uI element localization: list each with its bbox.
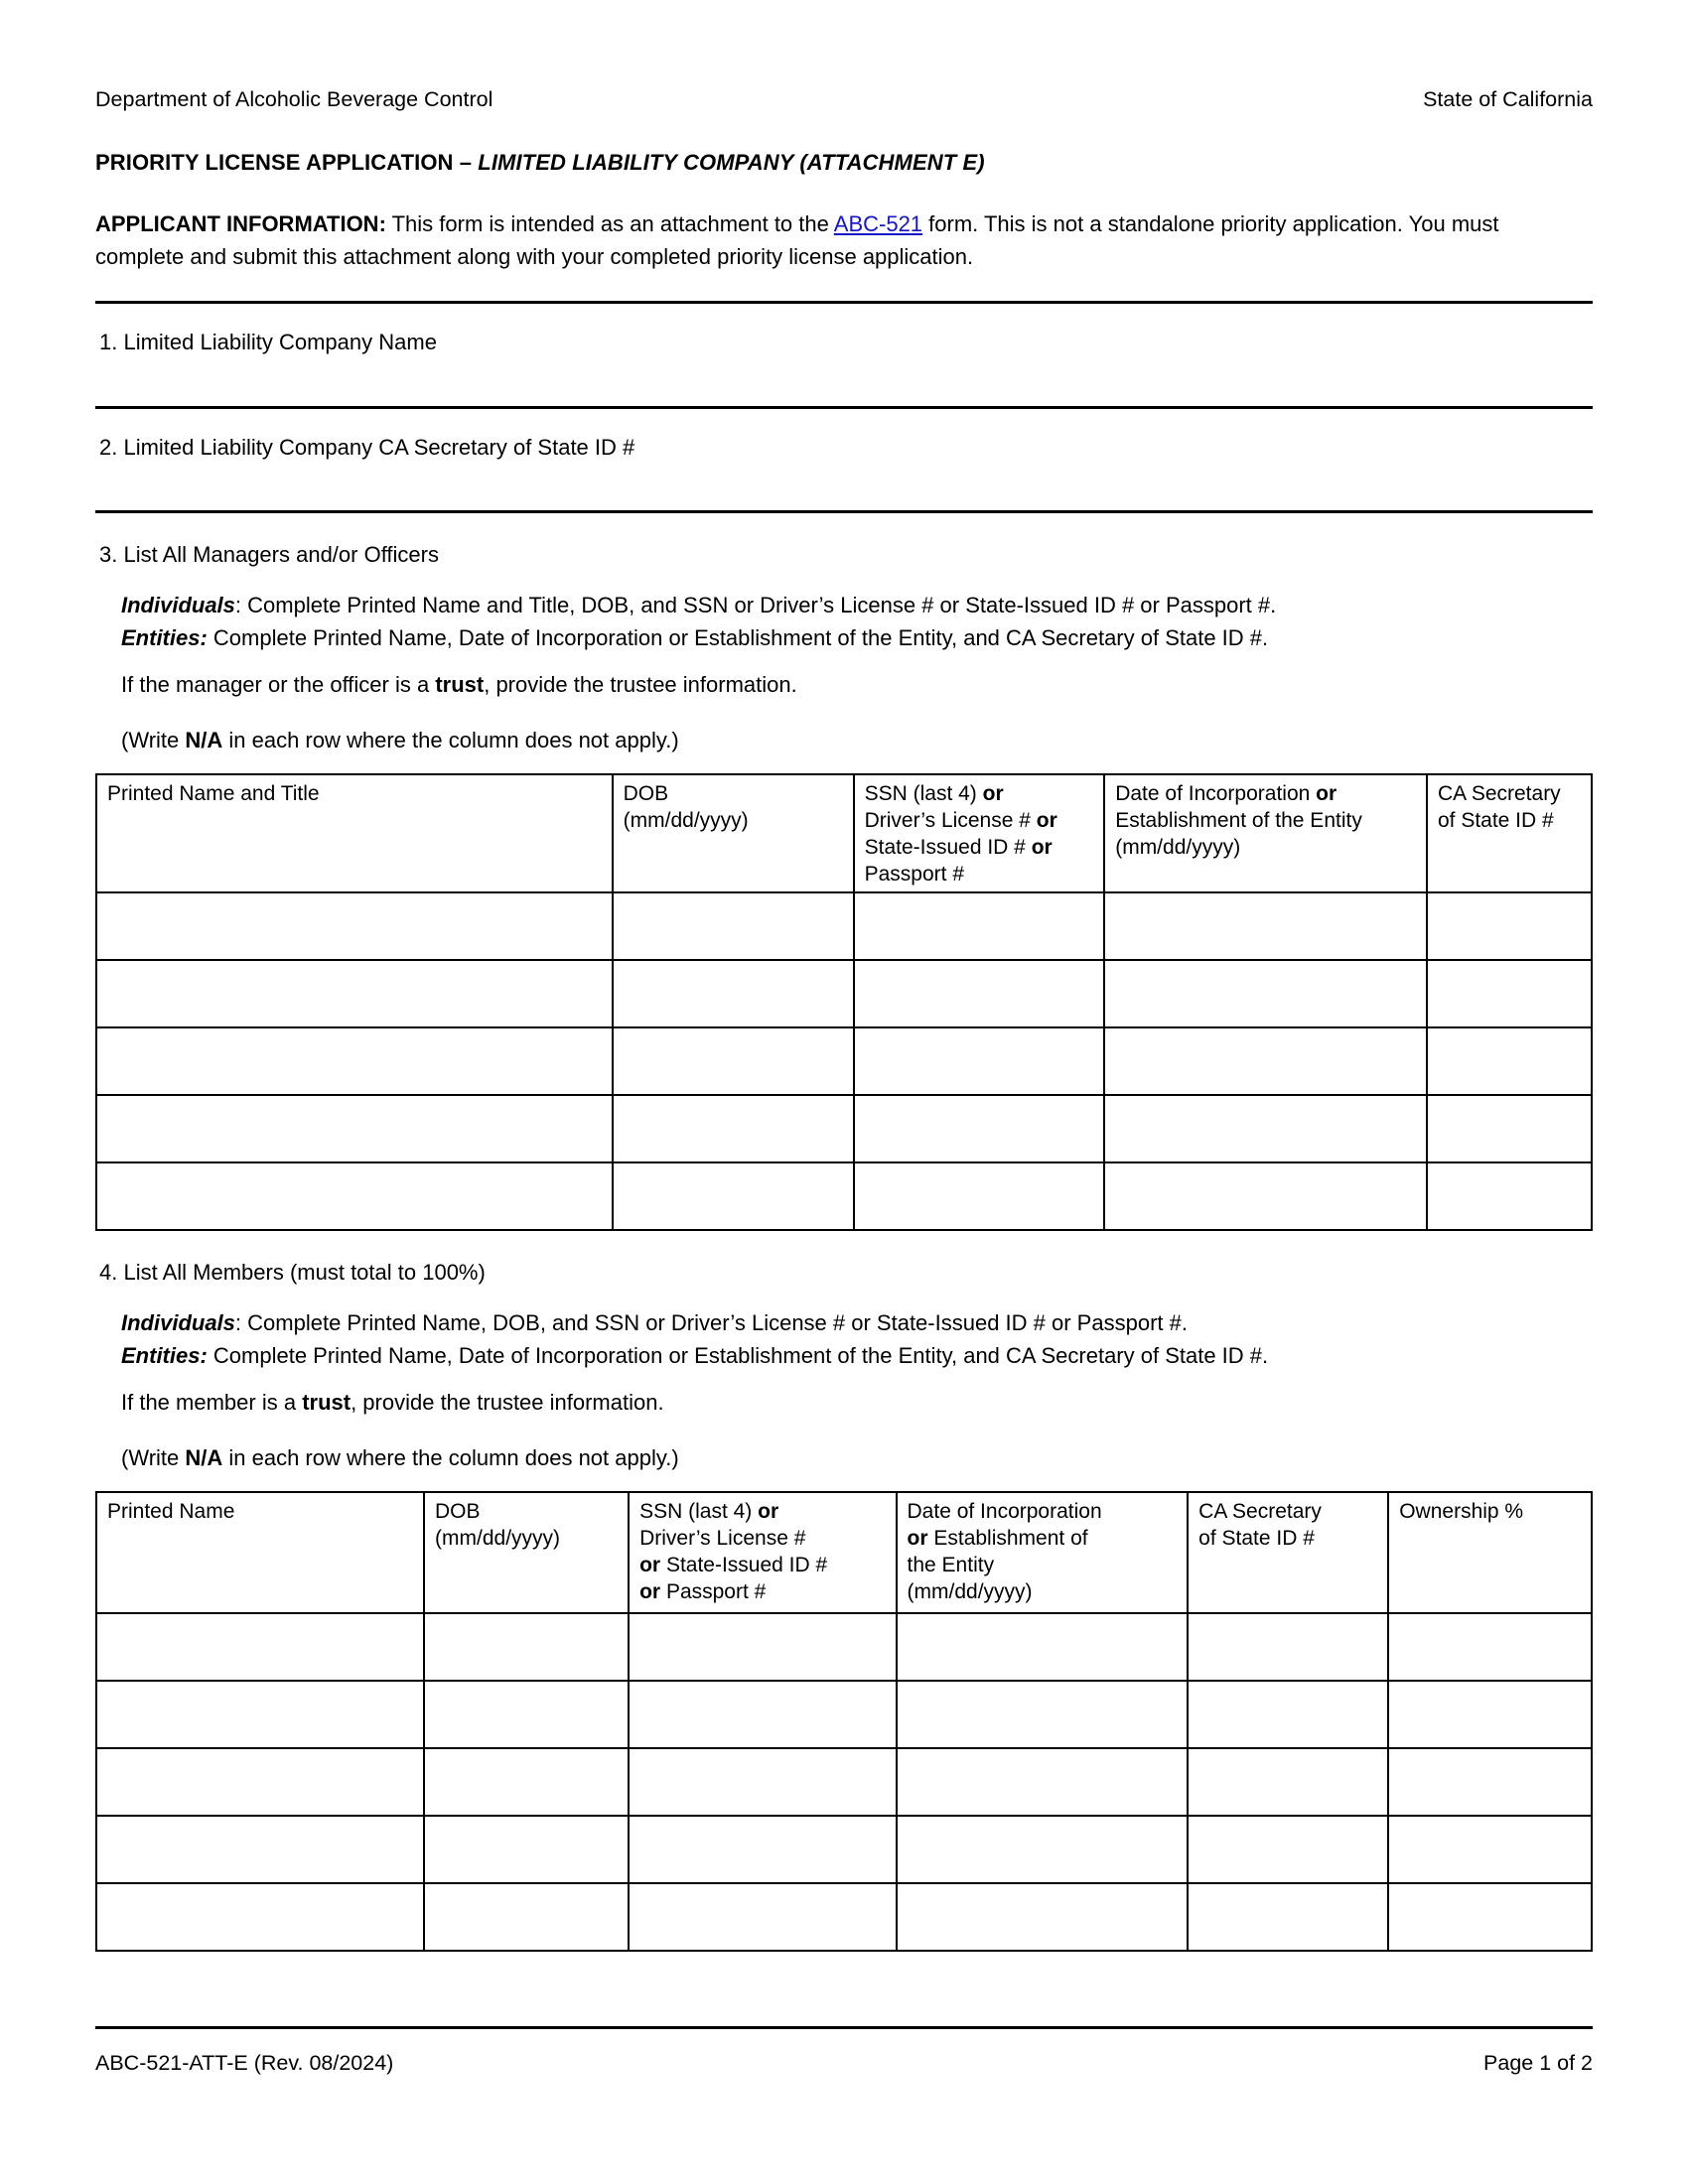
cell-dob[interactable] xyxy=(613,1027,854,1095)
cell-printed-name[interactable] xyxy=(96,1613,424,1681)
footer-page-number: Page 1 of 2 xyxy=(1483,2051,1593,2076)
cell-date-incorporation[interactable] xyxy=(1104,960,1427,1027)
section-4-individuals-line xyxy=(121,1306,1561,1339)
cell-ssn-id[interactable] xyxy=(854,1162,1105,1230)
na-keyword: N/A xyxy=(185,727,223,752)
cell-ownership-percent[interactable] xyxy=(1388,1748,1592,1816)
field-label-company-name: 1. Limited Liability Company Name xyxy=(99,330,437,355)
managers-officers-table xyxy=(95,773,1593,1232)
trust-text-before: If the member is a xyxy=(121,1389,303,1415)
cell-ownership-percent[interactable] xyxy=(1388,1816,1592,1883)
trust-keyword: trust xyxy=(435,671,485,697)
table-header-row xyxy=(96,1492,1592,1613)
column-header-ownership-percent: Ownership % xyxy=(1388,1492,1592,1613)
cell-date-incorporation[interactable] xyxy=(1104,892,1427,960)
members-table-body xyxy=(96,1613,1592,1951)
na-text-after: in each row where the column does not apply.) xyxy=(222,727,679,752)
page-title-emphasis: LIMITED LIABILITY COMPANY (ATTACHMENT E) xyxy=(478,149,985,175)
cell-dob[interactable] xyxy=(613,1162,854,1230)
column-header-dob: DOB (mm/dd/yyyy) xyxy=(424,1492,629,1613)
table-row xyxy=(96,1748,1592,1816)
cell-printed-name-title[interactable] xyxy=(96,960,613,1027)
trust-keyword: trust xyxy=(302,1389,352,1415)
field-input-sos-id[interactable] xyxy=(95,461,1593,510)
column-header-date-incorporation: Date of Incorporation or Establishment of the Entity (mm/dd/yyyy) xyxy=(897,1492,1189,1613)
cell-date-incorporation[interactable] xyxy=(897,1613,1189,1681)
individuals-label: Individuals xyxy=(121,592,235,617)
trust-text-after: , provide the trustee information. xyxy=(484,671,797,697)
cell-ca-sos-id[interactable] xyxy=(1427,1095,1592,1162)
cell-ssn-id[interactable] xyxy=(854,1095,1105,1162)
entities-label: Entities: xyxy=(121,1342,208,1368)
section-4-na-note xyxy=(95,1445,1593,1471)
section-3-trust-line xyxy=(121,668,1561,701)
cell-printed-name-title[interactable] xyxy=(96,892,613,960)
members-table xyxy=(95,1491,1593,1952)
document-footer xyxy=(95,2026,1593,2077)
section-4-entities-line xyxy=(121,1339,1561,1372)
column-header-ssn-id: SSN (last 4) or Driver’s License # or State-Issued ID # or Passport # xyxy=(629,1492,896,1613)
rule-below-field-2 xyxy=(95,510,1593,513)
column-header-dob: DOB (mm/dd/yyyy) xyxy=(613,774,854,893)
section-4-heading: 4. List All Members (must total to 100%) xyxy=(99,1260,486,1286)
cell-dob[interactable] xyxy=(613,960,854,1027)
cell-dob[interactable] xyxy=(424,1613,629,1681)
page-title xyxy=(95,149,1593,177)
cell-ca-sos-id[interactable] xyxy=(1188,1816,1388,1883)
applicant-text-after-link: form. This is not a standalone priority application. You must complete and submit this attachment along with your completed priority license application. xyxy=(95,211,1499,269)
table-row xyxy=(96,892,1592,960)
cell-printed-name[interactable] xyxy=(96,1883,424,1951)
section-3-entities-line xyxy=(121,621,1561,654)
managers-officers-table-body xyxy=(96,892,1592,1230)
cell-ssn-id[interactable] xyxy=(854,892,1105,960)
applicant-information-paragraph xyxy=(95,208,1515,273)
cell-ssn-id[interactable] xyxy=(629,1816,896,1883)
applicant-text-before-link: This form is intended as an attachment to the xyxy=(385,211,834,237)
cell-ssn-id[interactable] xyxy=(854,960,1105,1027)
document-header xyxy=(95,0,1593,113)
section-4-trust-line xyxy=(121,1386,1561,1419)
cell-date-incorporation[interactable] xyxy=(897,1816,1189,1883)
cell-printed-name-title[interactable] xyxy=(96,1162,613,1230)
na-text-after: in each row where the column does not apply.) xyxy=(222,1444,679,1470)
page-title-prefix: PRIORITY LICENSE APPLICATION – xyxy=(95,149,479,175)
table-header-row xyxy=(96,774,1592,893)
table-row xyxy=(96,960,1592,1027)
cell-date-incorporation[interactable] xyxy=(1104,1162,1427,1230)
column-header-ca-sos-id: CA Secretary of State ID # xyxy=(1427,774,1592,893)
cell-ownership-percent[interactable] xyxy=(1388,1883,1592,1951)
cell-printed-name[interactable] xyxy=(96,1681,424,1748)
cell-ca-sos-id[interactable] xyxy=(1188,1681,1388,1748)
cell-date-incorporation[interactable] xyxy=(897,1748,1189,1816)
na-keyword: N/A xyxy=(185,1444,223,1470)
table-row xyxy=(96,1095,1592,1162)
cell-ownership-percent[interactable] xyxy=(1388,1613,1592,1681)
cell-ca-sos-id[interactable] xyxy=(1188,1613,1388,1681)
abc-521-link[interactable]: ABC-521 xyxy=(833,211,923,237)
cell-dob[interactable] xyxy=(424,1748,629,1816)
cell-ssn-id[interactable] xyxy=(629,1613,896,1681)
department-name: Department of Alcoholic Beverage Control xyxy=(95,87,493,111)
cell-dob[interactable] xyxy=(424,1883,629,1951)
footer-form-id: ABC-521-ATT-E (Rev. 08/2024) xyxy=(95,2051,394,2076)
cell-dob[interactable] xyxy=(424,1816,629,1883)
cell-ca-sos-id[interactable] xyxy=(1427,960,1592,1027)
entities-text: Complete Printed Name, Date of Incorporation or Establishment of the Entity, and CA Secretary of State ID #. xyxy=(207,1342,1269,1368)
individuals-text: : Complete Printed Name, DOB, and SSN or Driver’s License # or State-Issued ID # or Passport #. xyxy=(234,1309,1188,1335)
cell-printed-name-title[interactable] xyxy=(96,1095,613,1162)
state-name: State of California xyxy=(1423,87,1593,111)
trust-text-before: If the manager or the officer is a xyxy=(121,671,436,697)
cell-date-incorporation[interactable] xyxy=(897,1681,1189,1748)
cell-ownership-percent[interactable] xyxy=(1388,1681,1592,1748)
cell-date-incorporation[interactable] xyxy=(1104,1095,1427,1162)
cell-ca-sos-id[interactable] xyxy=(1188,1748,1388,1816)
column-header-ssn-id: SSN (last 4) or Driver’s License # or State-Issued ID # or Passport # xyxy=(854,774,1105,893)
column-header-printed-name: Printed Name xyxy=(96,1492,424,1613)
field-input-company-name[interactable] xyxy=(95,356,1593,406)
cell-ca-sos-id[interactable] xyxy=(1427,1027,1592,1095)
field-label-sos-id: 2. Limited Liability Company CA Secretary of State ID # xyxy=(99,434,635,460)
section-3-instructions xyxy=(95,589,1561,701)
table-row xyxy=(96,1027,1592,1095)
applicant-information-label: APPLICANT INFORMATION: xyxy=(95,211,386,237)
section-4-instructions xyxy=(95,1306,1561,1419)
cell-date-incorporation[interactable] xyxy=(1104,1027,1427,1095)
entities-text: Complete Printed Name, Date of Incorporation or Establishment of the Entity, and CA Secretary of State ID #. xyxy=(207,624,1269,650)
table-row xyxy=(96,1613,1592,1681)
individuals-label: Individuals xyxy=(121,1309,235,1335)
column-header-printed-name-title: Printed Name and Title xyxy=(96,774,613,893)
cell-dob[interactable] xyxy=(613,1095,854,1162)
entities-label: Entities: xyxy=(121,624,208,650)
cell-ca-sos-id[interactable] xyxy=(1427,892,1592,960)
cell-ca-sos-id[interactable] xyxy=(1427,1162,1592,1230)
cell-ssn-id[interactable] xyxy=(629,1681,896,1748)
column-header-ca-sos-id: CA Secretary of State ID # xyxy=(1188,1492,1388,1613)
cell-ssn-id[interactable] xyxy=(629,1883,896,1951)
section-3-heading: 3. List All Managers and/or Officers xyxy=(99,542,439,568)
cell-printed-name[interactable] xyxy=(96,1816,424,1883)
trust-text-after: , provide the trustee information. xyxy=(351,1389,664,1415)
cell-dob[interactable] xyxy=(613,892,854,960)
individuals-text: : Complete Printed Name and Title, DOB, and SSN or Driver’s License # or State-Issued ID # or Passport #. xyxy=(234,592,1277,617)
section-3-individuals-line xyxy=(121,589,1561,621)
table-row xyxy=(96,1883,1592,1951)
section-3-na-note xyxy=(95,728,1593,753)
cell-date-incorporation[interactable] xyxy=(897,1883,1189,1951)
cell-ssn-id[interactable] xyxy=(629,1748,896,1816)
na-text-before: (Write xyxy=(121,727,186,752)
table-row xyxy=(96,1162,1592,1230)
cell-ssn-id[interactable] xyxy=(854,1027,1105,1095)
cell-ca-sos-id[interactable] xyxy=(1188,1883,1388,1951)
table-row xyxy=(96,1681,1592,1748)
cell-printed-name[interactable] xyxy=(96,1748,424,1816)
table-row xyxy=(96,1816,1592,1883)
cell-dob[interactable] xyxy=(424,1681,629,1748)
column-header-date-incorporation: Date of Incorporation or Establishment of the Entity (mm/dd/yyyy) xyxy=(1104,774,1427,893)
cell-printed-name-title[interactable] xyxy=(96,1027,613,1095)
na-text-before: (Write xyxy=(121,1444,186,1470)
